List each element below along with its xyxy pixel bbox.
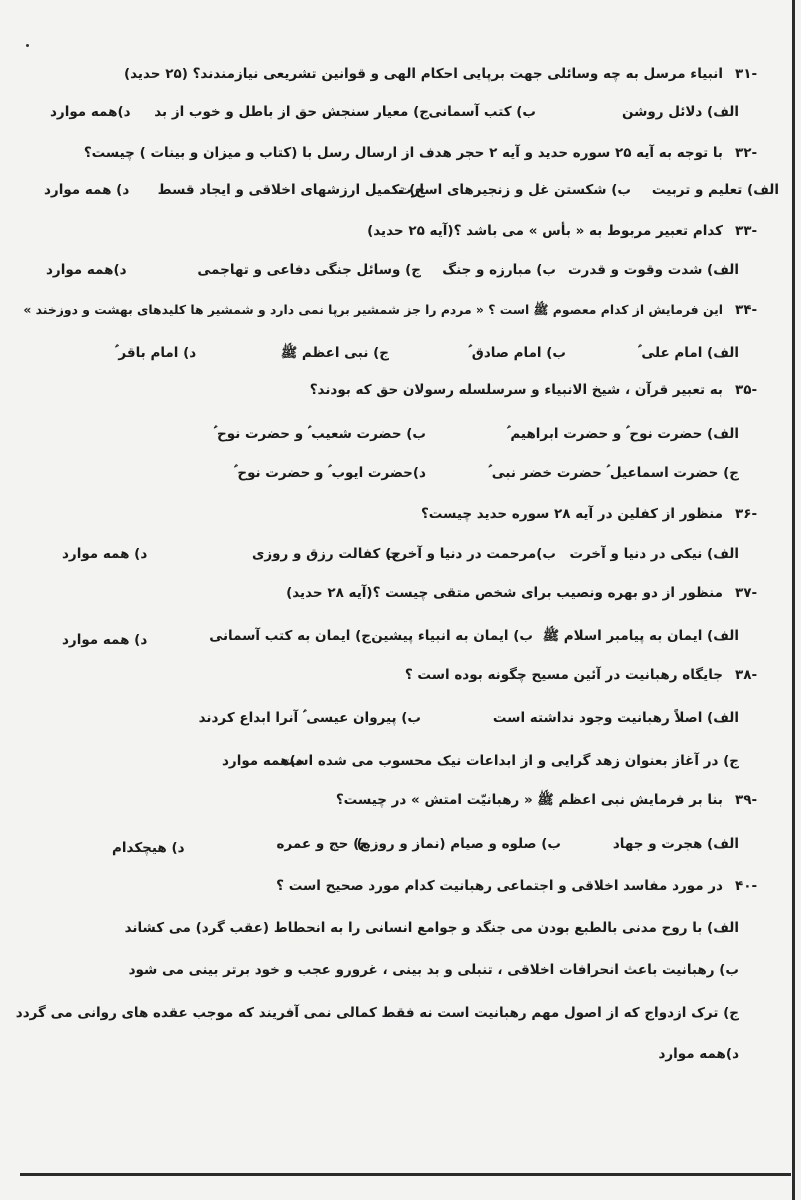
question-number: ۳۵- [735, 382, 758, 398]
option-b: ب)مرحمت در دنیا و آخرت [385, 546, 556, 562]
question-text: با توجه به آیه ۲۵ سوره حدید و آیه ۲ حجر هدف از ارسال رسل با (کتاب و میزان و بینات ) چیست؟ [83, 145, 723, 161]
question-number: ۳۳- [735, 223, 758, 239]
question-text: جایگاه رهبانیت در آئین مسیح چگونه بوده است ؟ [404, 667, 723, 683]
option-a: الف) امام علی ؑ [637, 345, 739, 361]
question-number: ۳۸- [735, 667, 758, 683]
speck [26, 44, 29, 47]
option-d: د)همه موارد [658, 1046, 739, 1062]
question-number: ۳۴- [735, 302, 758, 318]
question-number: ۳۷- [735, 585, 758, 601]
option-a: الف) حضرت نوح ؑ و حضرت ابراهیم ؑ [506, 426, 739, 442]
option-c: ج) کفالت رزق و روزی [251, 546, 401, 562]
option-a: الف) تعلیم و تربیت [651, 182, 779, 198]
question-number: ۳۹- [735, 792, 758, 808]
option-d: د)همه موارد [46, 262, 127, 278]
question-number: ۳۶- [735, 506, 758, 522]
option-d: د) همه موارد [44, 182, 130, 198]
option-a: الف) اصلاً رهبانیت وجود نداشته است [492, 710, 739, 726]
option-a: الف) با روح مدنی بالطبع بودن می جنگد و جوامع انسانی را به انحطاط (عقب گرد) می کشاند [124, 920, 739, 936]
question-text: کدام تعبیر مربوط به « بأس » می باشد ؟(آیه ۲۵ حدید) [367, 223, 723, 239]
option-b: ب) کتب آسمانی [428, 104, 536, 120]
option-d: د) همه موارد [62, 546, 148, 562]
option-c: ج) ایمان به کتب آسمانی [209, 628, 371, 644]
option-d: د)حضرت ایوب ؑ و حضرت نوح ؑ [233, 465, 426, 481]
page-edge-right [792, 0, 795, 1200]
option-c: ج) معیار سنجش حق از باطل و خوب از بد [154, 104, 429, 120]
option-a: الف) هجرت و جهاد [612, 836, 739, 852]
option-d: د) امام باقر ؑ [115, 345, 197, 361]
option-b: ب) رهبانیت باعث انحرافات اخلاقی ، تنبلی و بد بینی ، غرورو عجب و خود برتر بینی می شود [128, 962, 739, 978]
option-c: ج) نبی اعظم ﷺ [280, 345, 389, 361]
option-d: د) همه موارد [62, 632, 148, 648]
question-number: ۳۲- [735, 145, 758, 161]
option-d: د)همه موارد [50, 104, 131, 120]
option-a: الف) ایمان به پیامبر اسلام ﷺ [542, 628, 739, 644]
option-c: ج) حضرت اسماعیل ؑ حضرت خضر نبی ؑ [488, 465, 739, 481]
option-d: د)همه موارد [222, 753, 303, 769]
option-a: الف) شدت وقوت و قدرت [567, 262, 739, 278]
question-text: منظور از دو بهره ونصیب برای شخص متقی چیست ؟(آیه ۲۸ حدید) [286, 585, 723, 601]
question-number: ۴۰- [735, 878, 758, 894]
question-text: بنا بر فرمایش نبی اعظم ﷺ « رهبانیّت امتش » در چیست؟ [335, 792, 723, 808]
option-b: ب) شکستن غل و زنجیرهای اسارت [397, 182, 631, 198]
option-a: الف) دلائل روشن [621, 104, 739, 120]
option-b: ب) پیروان عیسی ؑ آنرا ابداع کردند [198, 710, 421, 726]
question-text: منظور از کفلین در آیه ۲۸ سوره حدید چیست؟ [420, 506, 723, 522]
option-d: د) هیچکدام [112, 840, 185, 856]
option-b: ب) امام صادق ؑ [468, 345, 566, 361]
question-text: انبیاء مرسل به چه وسائلی جهت برپایی احکام الهی و قوانین تشریعی نیازمندند؟ (۲۵ حدید) [123, 66, 723, 82]
option-c: ج) حج و عمره [276, 836, 369, 852]
question-text: این فرمایش از کدام معصوم ﷺ است ؟ « مردم را جز شمشیر برپا نمی دارد و شمشیر ها کلیدهای بهشت و دوزخند » [23, 302, 723, 317]
option-b: ب) حضرت شعیب ؑ و حضرت نوح ؑ [213, 426, 426, 442]
option-b: ب) صلوه و صیام (نماز و روزه) [356, 836, 561, 852]
option-c: ج) ترک ازدواج که از اصول مهم رهبانیت است نه فقط کمالی نمی آفریند که موجب عقده های روانی می گردد [15, 1005, 739, 1021]
question-text: در مورد مفاسد اخلاقی و اجتماعی رهبانیت کدام مورد صحیح است ؟ [276, 878, 723, 894]
option-b: ب) ایمان به انبیاء پیشین [371, 628, 533, 644]
option-c: ج) در آغاز بعنوان زهد گرایی و از ابداعات نیک محسوب می شده است [280, 753, 739, 769]
question-text: به تعبیر قرآن ، شیخ الانبیاء و سرسلسله رسولان حق که بودند؟ [309, 382, 723, 398]
question-number: ۳۱- [735, 66, 758, 82]
option-c: ج) تکمیل ارزشهای اخلاقی و ایجاد قسط [157, 182, 425, 198]
option-c: ج) وسائل جنگی دفاعی و تهاجمی [197, 262, 421, 278]
option-b: ب) مبارزه و جنگ [442, 262, 556, 278]
option-a: الف) نیکی در دنیا و آخرت [569, 546, 739, 562]
page-edge-bottom [20, 1173, 791, 1176]
